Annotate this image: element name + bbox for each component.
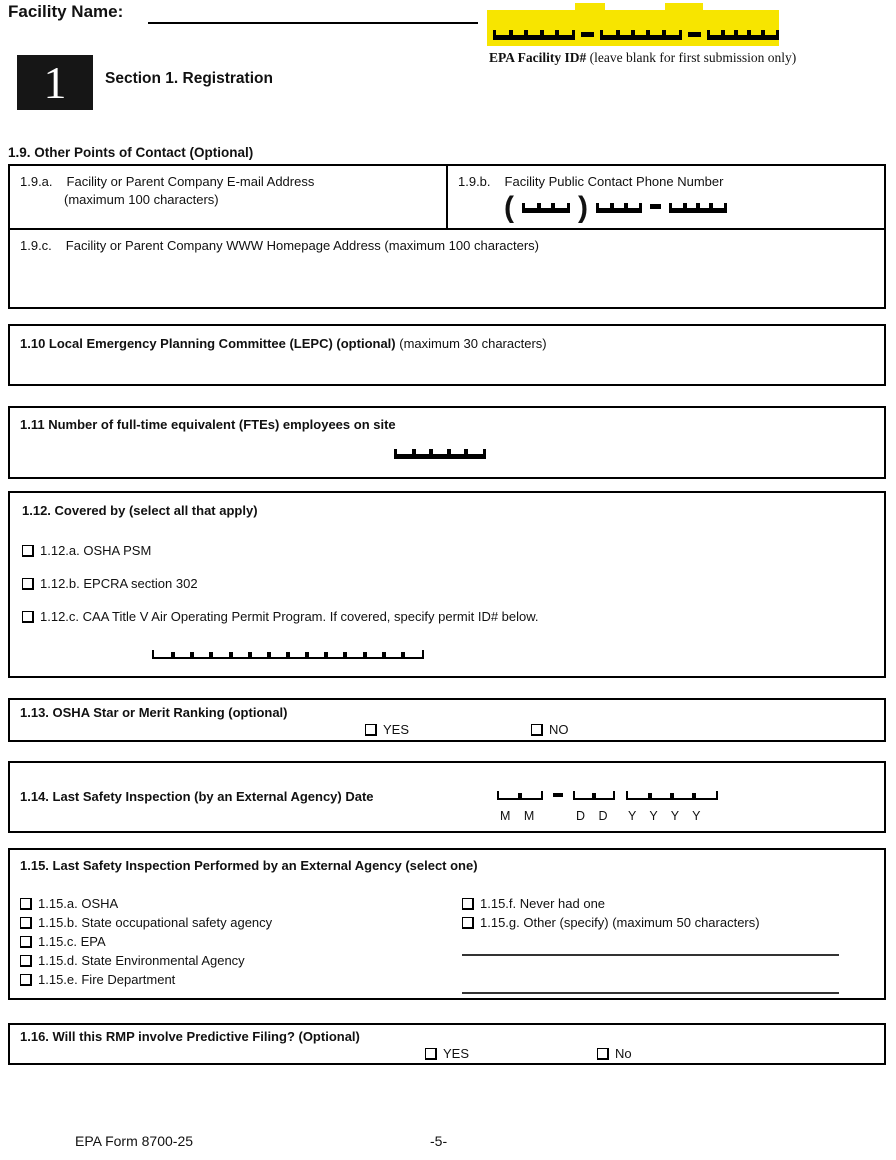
checkbox-1-13-yes[interactable]: [365, 724, 377, 736]
phone-line-comb[interactable]: [669, 203, 727, 213]
dash-separator: [581, 32, 594, 37]
no-label: NO: [549, 722, 569, 737]
checkbox-1-16-yes[interactable]: [425, 1048, 437, 1060]
s113-yes-option: [365, 722, 409, 737]
option-state-environmental: [20, 951, 462, 970]
checkbox-label: 1.12.c. CAA Title V Air Operating Permit Program. If covered, specify permit ID# below.: [40, 609, 539, 624]
s113-no-option: [531, 722, 569, 737]
date-yyyy-comb[interactable]: [626, 791, 718, 800]
s19a-code: 1.9.a.: [20, 174, 53, 189]
s111-title: 1.11 Number of full-time equivalent (FTEs) employees on site: [20, 417, 396, 432]
s110-note: (maximum 30 characters): [395, 336, 547, 351]
s114-box: [8, 761, 886, 833]
s116-no-option: [597, 1046, 632, 1061]
s116-yes-option: [425, 1046, 469, 1061]
checkbox-label: 1.12.b. EPCRA section 302: [40, 576, 198, 591]
epa-id-caption: [489, 50, 796, 66]
checkbox-label: 1.15.e. Fire Department: [38, 972, 176, 987]
checkbox-1-15-g[interactable]: [462, 917, 474, 929]
s19-header: 1.9. Other Points of Contact (Optional): [8, 145, 254, 160]
option-epcra-302: [22, 576, 872, 591]
email-input-area[interactable]: [10, 166, 448, 228]
checkbox-1-15-e[interactable]: [20, 974, 32, 986]
epa-id-comb-1[interactable]: [493, 30, 575, 40]
phone-prefix-comb[interactable]: [596, 203, 642, 213]
checkbox-label: 1.15.a. OSHA: [38, 896, 119, 911]
checkbox-1-15-c[interactable]: [20, 936, 32, 948]
open-paren: (: [504, 191, 514, 224]
s110-title: 1.10 Local Emergency Planning Committee (LEPC) (optional): [20, 336, 396, 351]
checkbox-1-12-a[interactable]: [22, 545, 34, 557]
checkbox-1-15-a[interactable]: [20, 898, 32, 910]
option-state-occupational: [20, 913, 462, 932]
epa-id-caption-bold: EPA Facility ID#: [489, 50, 587, 65]
s19b-label: Facility Public Contact Phone Number: [504, 174, 724, 189]
option-never-had-one: [462, 894, 874, 913]
checkbox-1-15-d[interactable]: [20, 955, 32, 967]
s112-box: [8, 491, 886, 678]
phone-area-code-comb[interactable]: [522, 203, 570, 213]
dash-separator: [650, 204, 661, 209]
s19a-note: (maximum 100 characters): [64, 192, 219, 207]
checkbox-label: 1.15.d. State Environmental Agency: [38, 953, 245, 968]
dd-label: D D: [576, 809, 613, 823]
s19a-label: Facility or Parent Company E-mail Address: [66, 174, 315, 189]
epa-facility-id-field[interactable]: [487, 10, 779, 46]
dash-separator: [553, 793, 563, 797]
phone-input-area: [448, 166, 884, 228]
s116-title: 1.16. Will this RMP involve Predictive Filing? (Optional): [20, 1029, 360, 1044]
page-footer: [0, 1121, 896, 1160]
checkbox-label: 1.15.g. Other (specify) (maximum 50 characters): [480, 915, 760, 930]
s111-box: [8, 406, 886, 479]
s114-title: 1.14. Last Safety Inspection (by an External Agency) Date: [20, 789, 374, 804]
phone-number-field[interactable]: [504, 191, 874, 224]
page-header: [0, 0, 896, 145]
option-caa-title-v: [22, 609, 872, 624]
s116-box: [8, 1023, 886, 1065]
section-number: 1: [43, 57, 67, 108]
option-osha: [20, 894, 462, 913]
s115-box: [8, 848, 886, 1000]
yyyy-label: Y Y Y Y: [628, 809, 706, 823]
option-fire-department: [20, 970, 462, 989]
other-specify-line-1[interactable]: [462, 954, 839, 956]
highlight-bump: [575, 3, 605, 13]
s19-table: [8, 164, 886, 309]
other-specify-line-2[interactable]: [462, 992, 839, 994]
s113-title: 1.13. OSHA Star or Merit Ranking (optional): [20, 705, 288, 720]
checkbox-label: 1.15.f. Never had one: [480, 896, 606, 911]
date-mm-comb[interactable]: [497, 791, 543, 800]
option-epa: [20, 932, 462, 951]
highlight-bump: [665, 3, 703, 13]
date-dd-comb[interactable]: [573, 791, 615, 800]
facility-name-label: Facility Name:: [8, 2, 124, 21]
no-label: No: [615, 1046, 632, 1061]
dash-separator: [688, 32, 701, 37]
checkbox-label: 1.15.b. State occupational safety agency: [38, 915, 273, 930]
checkbox-1-16-no[interactable]: [597, 1048, 609, 1060]
section-title: Section 1. Registration: [105, 70, 273, 87]
checkbox-1-12-c[interactable]: [22, 611, 34, 623]
option-osha-psm: [22, 543, 872, 558]
mm-label: M M: [500, 809, 540, 823]
s115-left-column: [20, 894, 462, 989]
s19c-label: Facility or Parent Company WWW Homepage Address (maximum 100 characters): [65, 238, 540, 253]
s19c-code: 1.9.c.: [20, 238, 52, 253]
s115-right-column: [462, 894, 874, 989]
form-number: EPA Form 8700-25: [75, 1133, 194, 1149]
checkbox-1-13-no[interactable]: [531, 724, 543, 736]
yes-label: YES: [443, 1046, 470, 1061]
fte-count-comb[interactable]: [394, 449, 486, 459]
checkbox-1-12-b[interactable]: [22, 578, 34, 590]
checkbox-label: 1.12.a. OSHA PSM: [40, 543, 152, 558]
page-number: -5-: [430, 1133, 448, 1149]
s113-box: [8, 698, 886, 742]
option-other-specify: [462, 913, 874, 932]
www-input-area[interactable]: [10, 228, 884, 307]
yes-label: YES: [383, 722, 410, 737]
epa-id-caption-rest: (leave blank for first submission only): [586, 50, 797, 65]
checkbox-label: 1.15.c. EPA: [38, 934, 106, 949]
checkbox-1-15-b[interactable]: [20, 917, 32, 929]
checkbox-1-15-f[interactable]: [462, 898, 474, 910]
epa-id-comb-2[interactable]: [600, 30, 682, 40]
facility-name-input-line[interactable]: [148, 4, 478, 24]
s112-title: 1.12. Covered by (select all that apply): [22, 503, 258, 518]
epa-id-comb-3[interactable]: [707, 30, 779, 40]
section-number-badge: [17, 55, 93, 110]
permit-id-comb[interactable]: [152, 650, 424, 659]
close-paren: ): [578, 191, 588, 224]
lepc-input-area[interactable]: [8, 324, 886, 386]
s19b-code: 1.9.b.: [458, 174, 491, 189]
s115-title: 1.15. Last Safety Inspection Performed by an External Agency (select one): [20, 858, 478, 873]
